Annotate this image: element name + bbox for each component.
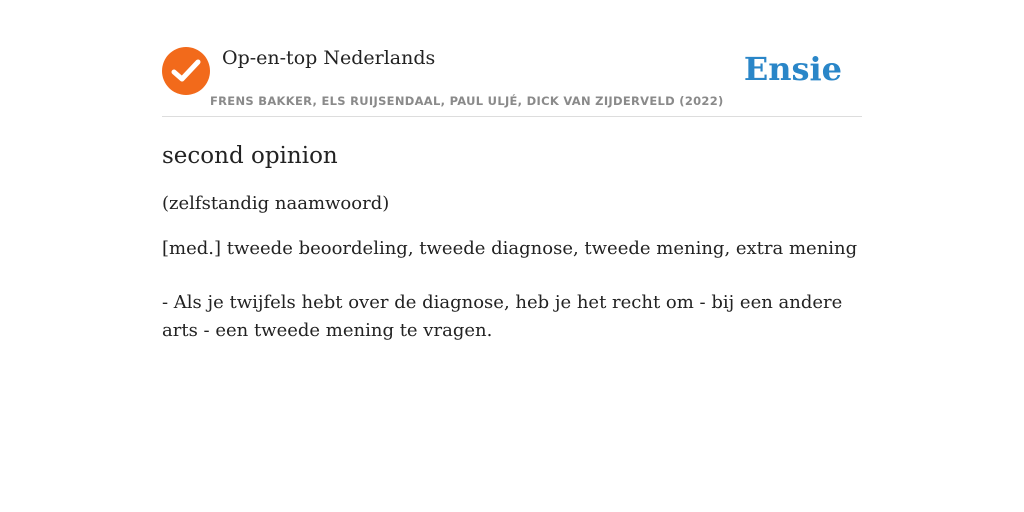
ensie-brand-link[interactable]: Ensie <box>743 50 842 88</box>
source-authors: FRENS BAKKER, ELS RUIJSENDAAL, PAUL ULJÉ, DICK VAN ZIJDERVELD (2022) <box>210 94 724 108</box>
source-logo <box>162 47 210 95</box>
entry-headword: second opinion <box>162 143 338 169</box>
entry-definition: [med.] tweede beoordeling, tweede diagnose, tweede mening, extra mening <box>162 238 858 259</box>
source-header <box>162 40 862 117</box>
source-title: Op-en-top Nederlands <box>222 47 436 69</box>
usage-example: - Als je twijfels hebt over de diagnose, heb je het recht om - bij een andere arts - een tweede mening te vragen. <box>162 292 843 341</box>
dictionary-card <box>162 40 862 345</box>
part-of-speech: (zelfstandig naamwoord) <box>162 193 390 214</box>
checkmark-icon <box>171 59 201 83</box>
